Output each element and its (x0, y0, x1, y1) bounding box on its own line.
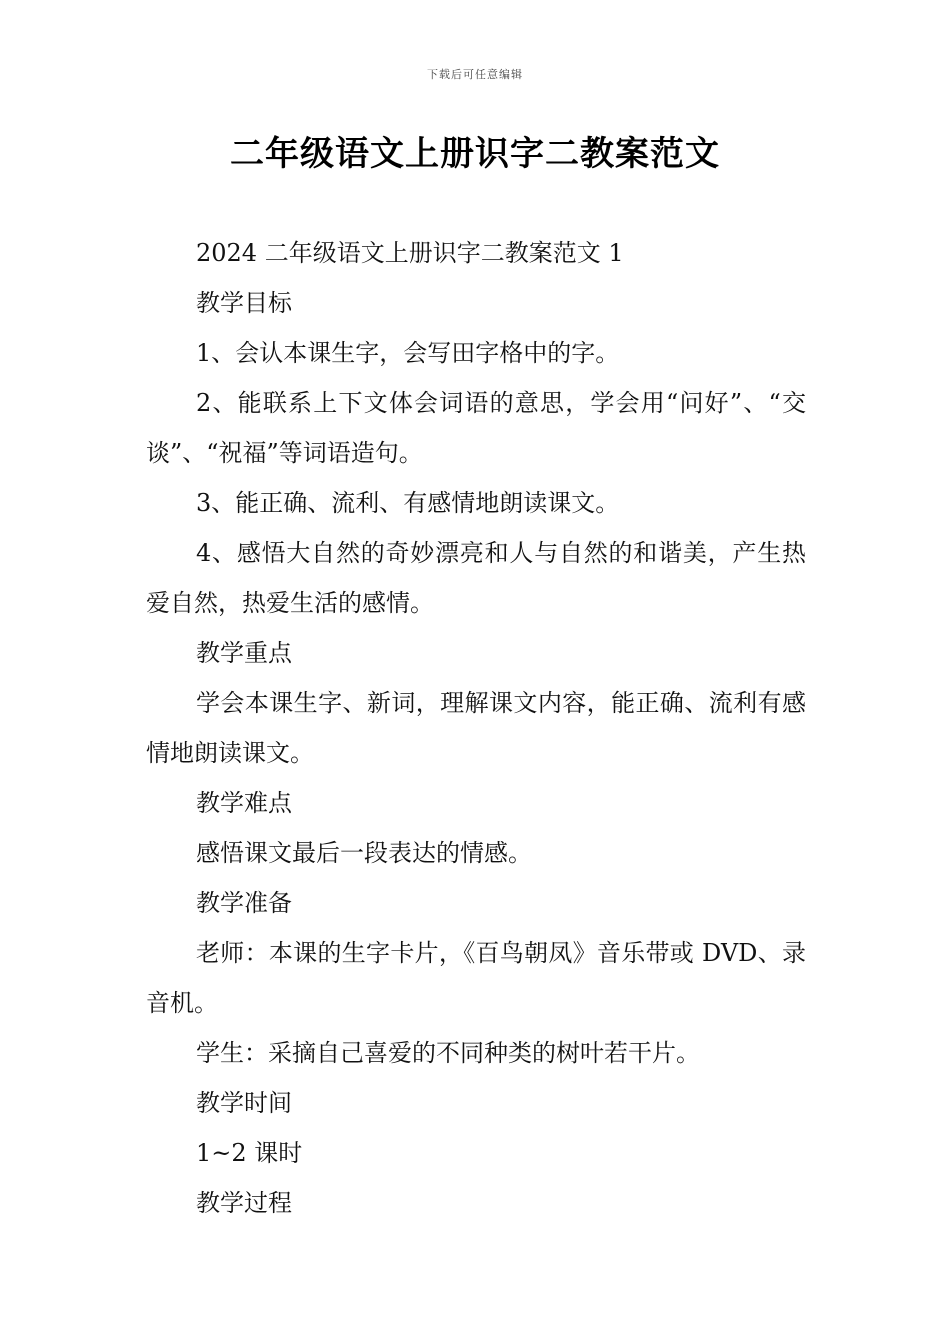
time-text: 1~2 课时 (196, 1139, 303, 1167)
objective-item-3: 3、能正确、流利、有感情地朗读课文。 (196, 489, 620, 517)
section-heading-key-points: 教学重点 (196, 639, 292, 667)
section-heading-time: 教学时间 (196, 1089, 292, 1117)
header-note: 下载后可任意编辑 (427, 68, 523, 81)
preparation-student: 学生：采摘自己喜爱的不同种类的树叶若干片。 (196, 1039, 700, 1067)
document-title: 二年级语文上册识字二教案范文 (230, 134, 720, 174)
document-body (146, 228, 806, 1228)
section-heading-objectives: 教学目标 (196, 289, 292, 317)
objective-item-1: 1、会认本课生字，会写田字格中的字。 (196, 339, 620, 367)
section-heading-preparation: 教学准备 (196, 889, 292, 917)
difficulties-text: 感悟课文最后一段表达的情感。 (196, 839, 532, 867)
preparation-teacher: 老师：本课的生字卡片，《百鸟朝凤》音乐带或 DVD、录音机。 (146, 939, 806, 1017)
objective-item-2: 2、能联系上下文体会词语的意思，学会用“问好”、“交谈”、“祝福”等词语造句。 (146, 389, 806, 467)
key-points-text: 学会本课生字、新词，理解课文内容，能正确、流利有感情地朗读课文。 (146, 689, 806, 767)
objective-item-4: 4、感悟大自然的奇妙漂亮和人与自然的和谐美，产生热爱自然，热爱生活的感情。 (146, 539, 806, 617)
subtitle-paragraph: 2024 二年级语文上册识字二教案范文 1 (196, 239, 624, 267)
section-heading-process: 教学过程 (196, 1189, 292, 1217)
section-heading-difficulties: 教学难点 (196, 789, 292, 817)
